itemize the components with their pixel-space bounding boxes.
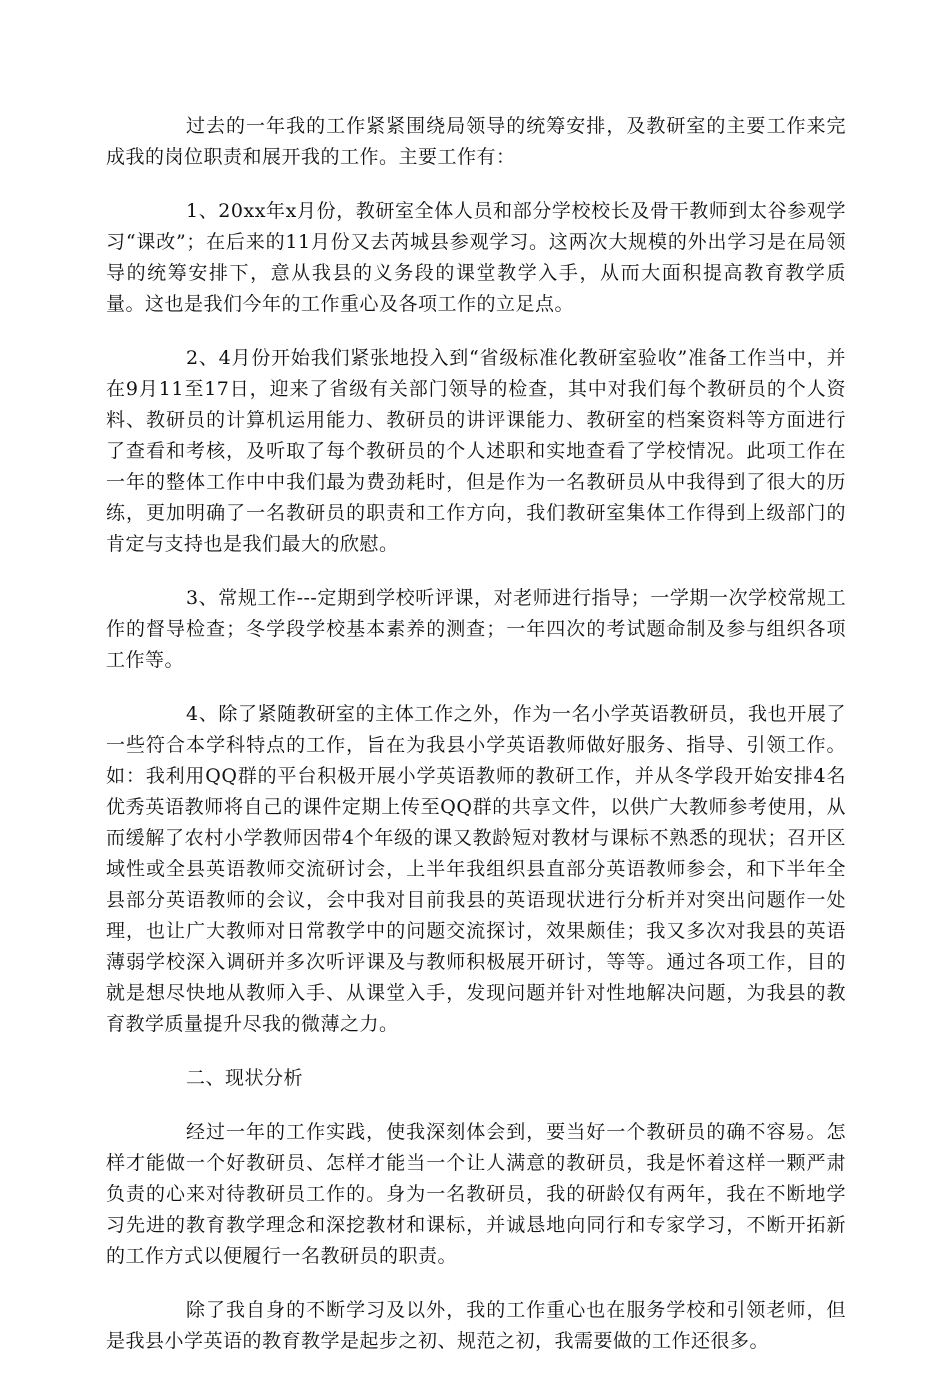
paragraph-item-3: 3、常规工作---定期到学校听评课，对老师进行指导；一学期一次学校常规工作的督导检查；冬学段学校基本素养的测查；一年四次的考试题命制及参与组织各项工作等。 — [106, 587, 846, 671]
paragraph-item-4: 4、除了紧随教研室的主体工作之外，作为一名小学英语教研员，我也开展了一些符合本学科特点的工作，旨在为我县小学英语教师做好服务、指导、引领工作。如：我利用QQ群的平台积极开展小学英语教师的教研工作，并从冬学段开始安排4名优秀英语教师将自己的课件定期上传至QQ群的共享文件，以供广大教师参考使用，从而缓解了农村小学教师因带4个年级的课又教龄短对教材与课标不熟悉的现状；召开区域性或全县英语教师交流研讨会，上半年我组织县直部分英语教师参会，和下半年全县部分英语教师的会议，会中我对目前我县的英语现状进行分析并对突出问题作一处理，也让广大教师对日常教学中的问题交流探讨，效果颇佳；我又多次对我县的英语薄弱学校深入调研并多次听评课及与教师积极展开研讨，等等。通过各项工作，目的就是想尽快地从教师入手、从课堂入手，发现问题并针对性地解决问题，为我县的教育教学质量提升尽我的微薄之力。 — [106, 703, 846, 1035]
document-body — [106, 111, 846, 1380]
paragraph-item-2: 2、4月份开始我们紧张地投入到“省级标准化教研室验收”准备工作当中，并在9月11至17日，迎来了省级有关部门领导的检查，其中对我们每个教研员的个人资料、教研员的计算机运用能力、教研员的讲评课能力、教研室的档案资料等方面进行了查看和考核，及听取了每个教研员的个人述职和实地查看了学校情况。此项工作在一年的整体工作中中我们最为费劲耗时，但是作为一名教研员从中我得到了很大的历练，更加明确了一名教研员的职责和工作方向，我们教研室集体工作得到上级部门的肯定与支持也是我们最大的欣慰。 — [106, 347, 846, 555]
intro-paragraph: 过去的一年我的工作紧紧围绕局领导的统筹安排，及教研室的主要工作来完成我的岗位职责和展开我的工作。主要工作有： — [106, 115, 846, 168]
section-heading: 二、现状分析 — [186, 1067, 304, 1089]
paragraph-item-1: 1、20xx年x月份，教研室全体人员和部分学校校长及骨干教师到太谷参观学习“课改”；在后来的11月份又去芮城县参观学习。这两次大规模的外出学习是在局领导的统筹安排下，意从我县的义务段的课堂教学入手，从而大面积提高教育教学质量。这也是我们今年的工作重心及各项工作的立足点。 — [106, 200, 846, 315]
analysis-paragraph-1: 经过一年的工作实践，使我深刻体会到，要当好一个教研员的确不容易。怎样才能做一个好教研员、怎样才能当一个让人满意的教研员，我是怀着这样一颗严肃负责的心来对待教研员工作的。身为一名教研员，我的研龄仅有两年，我在不断地学习先进的教育教学理念和深挖教材和课标，并诚恳地向同行和专家学习，不断开拓新的工作方式以便履行一名教研员的职责。 — [106, 1121, 846, 1267]
analysis-paragraph-2: 除了我自身的不断学习及以外，我的工作重心也在服务学校和引领老师，但是我县小学英语的教育教学是起步之初、规范之初，我需要做的工作还很多。 — [106, 1299, 846, 1352]
